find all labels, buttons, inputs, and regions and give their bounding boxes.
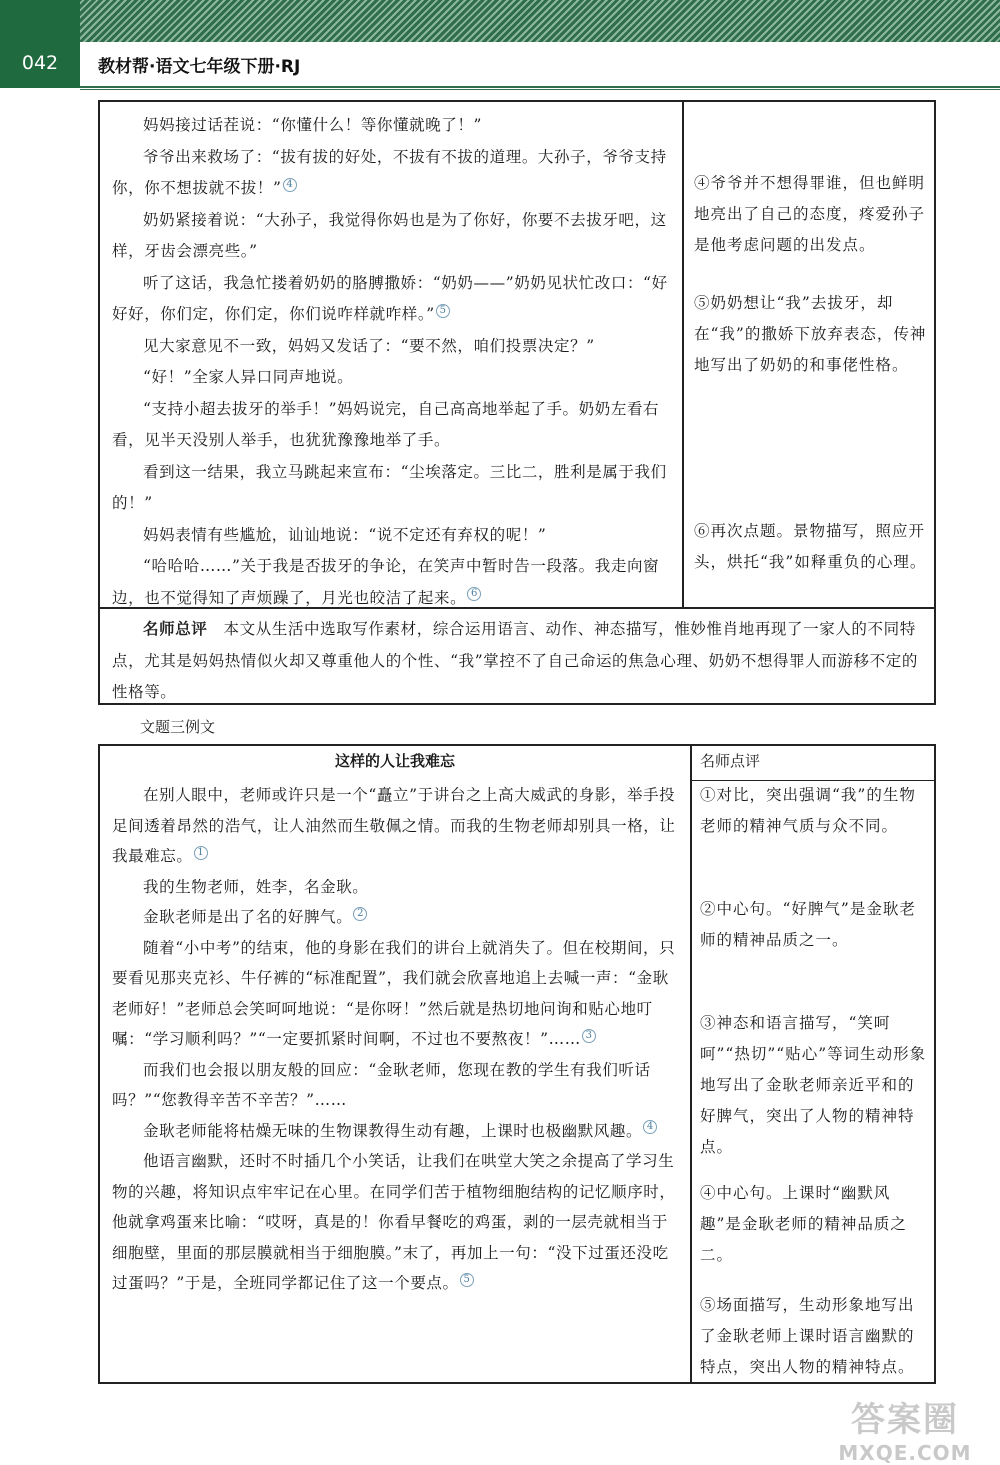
column-divider — [690, 746, 692, 1382]
annotation-mark: 1 — [194, 846, 208, 860]
summary-label: 名师总评 — [143, 620, 208, 638]
margin-note: ④爷爷并不想得罪谁，但也鲜明地亮出了自己的态度，疼爱孙子是他考虑问题的出发点。 — [694, 174, 926, 254]
paragraph: 见大家意见不一致，妈妈又发话了：“要不然，咱们投票决定？” — [143, 336, 595, 355]
summary-text: 本文从生活中选取写作素材，综合运用语言、动作、神态描写，惟妙惟肖地再现了一家人的不同特点，尤其是妈妈热情似火却又尊重他人的个性、“我”掌控不了自己命运的焦急心理、奶奶不想得罪人而游移不定的性格等。 — [112, 620, 918, 701]
annotation-mark: 2 — [353, 907, 367, 921]
annotation-mark: 4 — [643, 1120, 657, 1134]
annotation-mark: 5 — [436, 304, 450, 318]
annotation-mark: 4 — [283, 178, 297, 192]
paragraph: 随着“小中考”的结束，他的身影在我们的讲台上就消失了。但在校期间，只要看见那夹克衫、牛仔裤的“标准配置”，我们就会欣喜地追上去喊一声：“金耿老师好！”老师总会笑呵呵地说：“是你呀！”然后就是热切地问询和贴心地叮嘱：“学习顺利吗？”“一定要抓紧时间啊，不过也不要熬夜！”…… 3 — [112, 938, 676, 1048]
header-rule-thin — [80, 89, 1000, 90]
paragraph: 金耿老师是出了名的好脾气。 2 — [112, 902, 682, 933]
essay-title: 这样的人让我难忘 — [334, 752, 455, 770]
teacher-summary — [112, 614, 922, 709]
paragraph: 他语言幽默，还时不时插几个小笑话，让我们在哄堂大笑之余提高了学习生物的兴趣，将知识点牢牢记在心里。在同学们苦于植物细胞结构的记忆顺序时，他就拿鸡蛋来比喻：“哎呀，真是的！你看早餐吃的鸡蛋，剥的一层壳就相当于细胞壁，里面的那层膜就相当于细胞膜。”末了，再加上一句：“没下过蛋还没吃过蛋吗？”于是，全班同学都记住了这一个要点。 5 — [112, 1152, 676, 1292]
paragraph: 我的生物老师，姓李，名金耿。 — [143, 877, 369, 896]
header-pattern-band — [0, 0, 1000, 42]
margin-note: ③神态和语言描写，“笑呵呵”“热切”“贴心”等词生动形象地写出了金耿老师亲近平和的好脾气，突出了人物的精神特点。 — [700, 1014, 927, 1156]
margin-note: ⑤场面描写，生动形象地写出了金耿老师上课时语言幽默的特点，突出人物的精神特点。 — [700, 1296, 915, 1376]
paragraph: 奶奶紧接着说：“大孙子，我觉得你妈也是为了你好，你要不去拔牙吧，这样，牙齿会漂亮些。” — [112, 210, 667, 260]
paragraph: 听了这话，我急忙搂着奶奶的胳膊撒娇：“奶奶——”奶奶见状忙改口：“好好好，你们定，你们定，你们说咋样就咋样。” 5 — [112, 273, 668, 323]
notes-heading: 名师点评 — [700, 752, 761, 770]
paragraph: 爷爷出来救场了：“拔有拔的好处，不拔有不拔的道理。大孙子，爷爷支持你，你不想拔就不拔！” 4 — [112, 147, 667, 197]
paragraph: 妈妈表情有些尴尬，讪讪地说：“说不定还有弃权的呢！” — [143, 525, 547, 544]
watermark-url: MXQE.COM — [838, 1441, 972, 1465]
paragraph: 金耿老师能将枯燥无味的生物课教得生动有趣，上课时也极幽默风趣。 4 — [112, 1116, 682, 1147]
watermark-text: 答案圈 — [851, 1400, 959, 1440]
paragraph: “好！”全家人异口同声地说。 — [143, 368, 354, 386]
annotation-mark: 3 — [582, 1029, 596, 1043]
margin-note: ④中心句。上课时“幽默风趣”是金耿老师的精神品质之二。 — [700, 1184, 907, 1264]
watermark-logo — [820, 1392, 990, 1465]
paragraph: “支持小超去拔牙的举手！”妈妈说完，自己高高地举起了手。奶奶左看右看，见半天没别人举手，也犹犹豫豫地举了手。 — [112, 399, 660, 449]
paragraph: “哈哈哈……”关于我是否拔牙的争论，在笑声中暂时告一段落。我走向窗边，也不觉得知了声烦躁了，月光也皎洁了起来。 6 — [112, 557, 660, 607]
annotation-mark: 5 — [460, 1273, 474, 1287]
paragraph: 看到这一结果，我立马跳起来宣布：“尘埃落定。三比二，胜利是属于我们的！” — [112, 462, 667, 512]
paragraph: 而我们也会报以朋友般的回应：“金耿老师，您现在教的学生有我们听话吗？”“您教得辛苦不辛苦？”…… — [112, 1060, 651, 1109]
essay-text — [112, 110, 674, 614]
margin-note: ②中心句。“好脾气”是金耿老师的精神品质之一。 — [700, 900, 916, 949]
paragraph: 在别人眼中，老师或许只是一个“矗立”于讲台之上高大威武的身影，举手投足间透着昂然的浩气，让人油然而生敬佩之情。而我的生物老师却别具一格，让我最难忘。 1 — [112, 786, 676, 865]
essay-excerpt-box — [98, 100, 936, 705]
page-number: 042 — [0, 0, 80, 88]
header-rule — [80, 86, 1000, 88]
essay-text — [112, 780, 682, 1299]
margin-note: ⑤奶奶想让“我”去拔牙，却在“我”的撒娇下放弃表态，传神地写出了奶奶的和事佬性格。 — [694, 294, 927, 374]
paragraph: 妈妈接过话茬说：“你懂什么！等你懂就晚了！” — [143, 116, 483, 134]
book-title: 教材帮·语文七年级下册·RJ — [98, 57, 301, 77]
sample-essay-box — [98, 744, 936, 1384]
section-title: 文题三例文 — [140, 718, 216, 736]
margin-note: ⑥再次点题。景物描写，照应开头，烘托“我”如释重负的心理。 — [694, 522, 927, 571]
margin-note: ①对比，突出强调“我”的生物老师的精神气质与众不同。 — [700, 786, 916, 835]
column-divider — [682, 102, 684, 607]
annotation-mark: 6 — [467, 587, 481, 601]
